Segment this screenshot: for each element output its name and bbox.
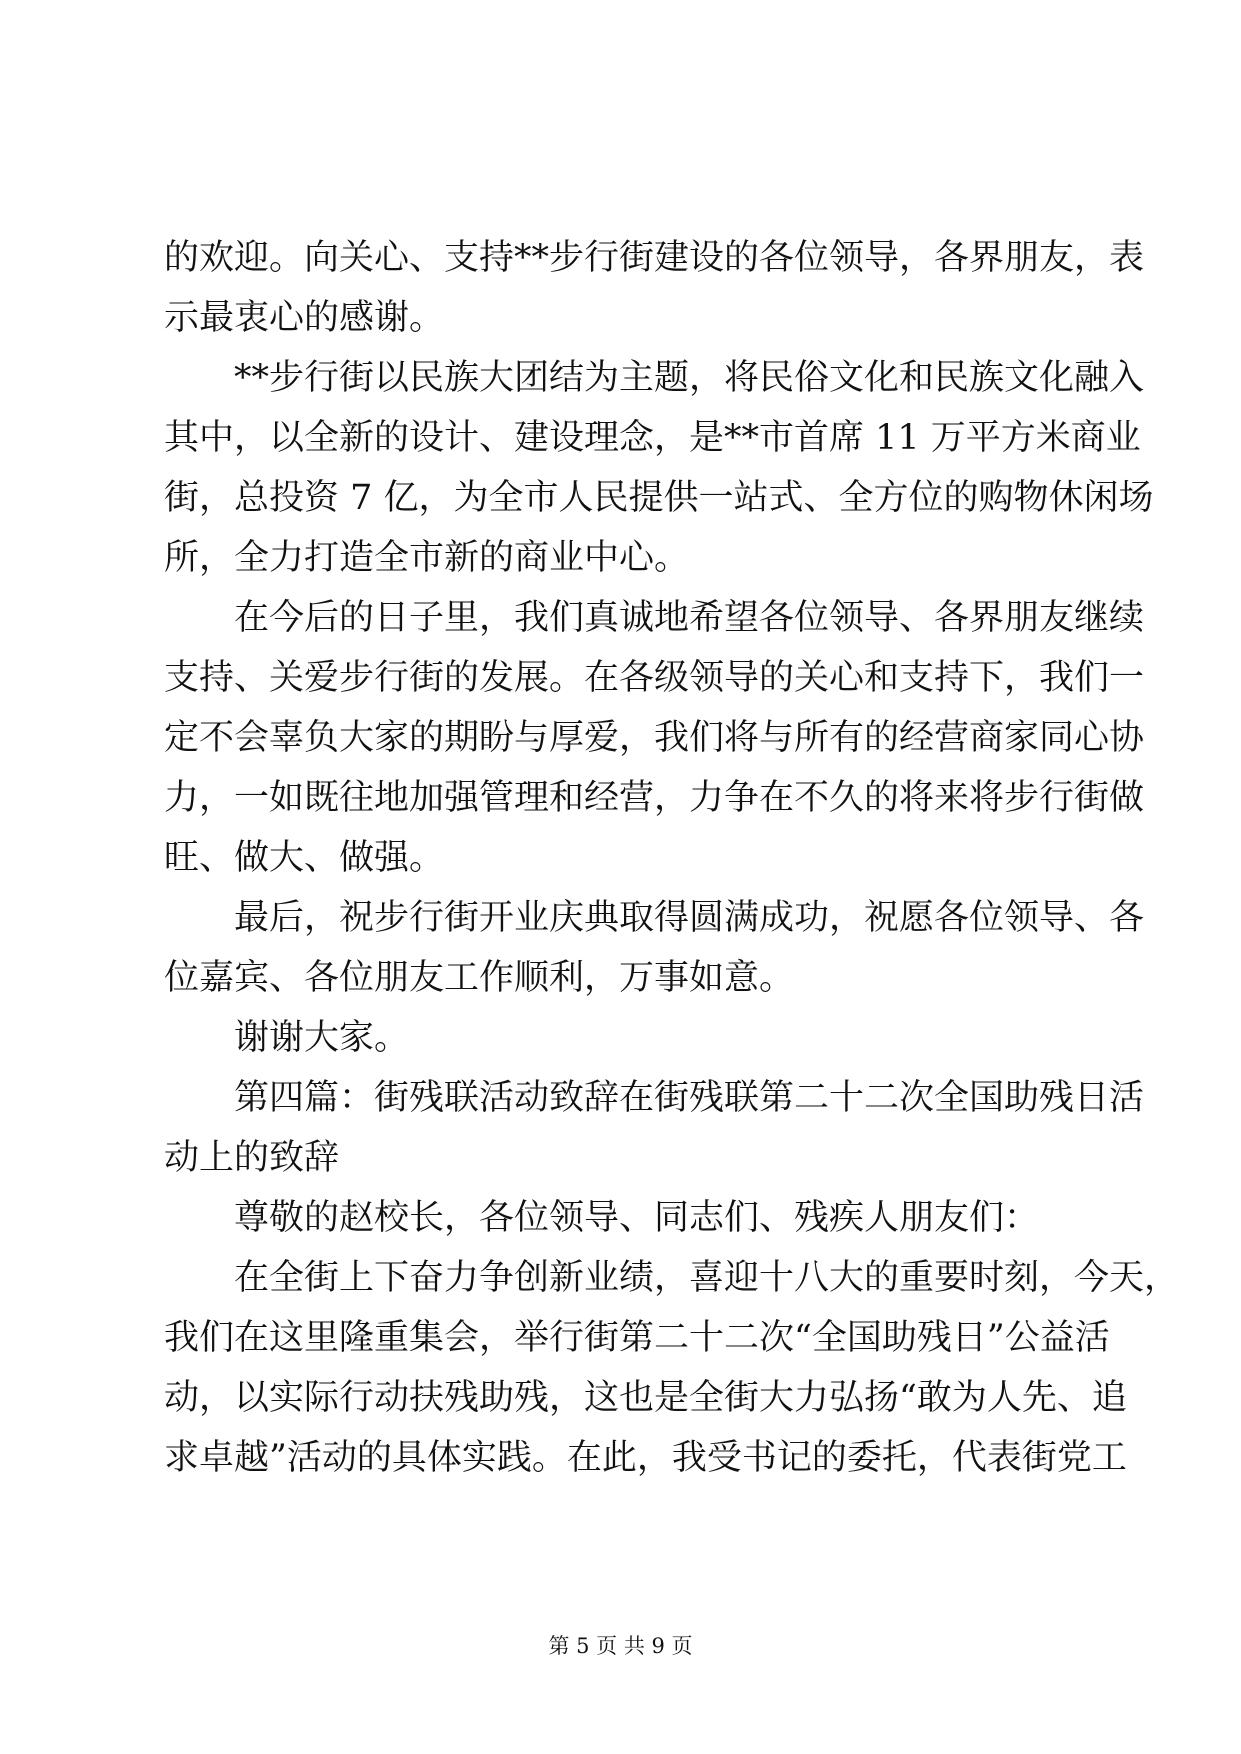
text-line: 最后，祝步行街开业庆典取得圆满成功，祝愿各位领导、各 [234,898,1145,938]
salutation: 尊敬的赵校长，各位领导、同志们、残疾人朋友们： [234,1198,1040,1238]
text-line: 街，总投资 7 亿，为全市人民提供一站式、全方位的购物休闲场 [164,478,1154,518]
text-line: 的欢迎。向关心、支持**步行街建设的各位领导，各界朋友，表 [164,238,1145,278]
section-heading: 动上的致辞 [164,1138,340,1178]
text-line: 示最衷心的感谢。 [164,298,445,338]
text-line: 谢谢大家。 [234,1018,410,1058]
text-line: 在今后的日子里，我们真诚地希望各位领导、各界朋友继续 [234,598,1145,638]
page-footer [0,1634,1241,1658]
text-line: 支持、关爱步行街的发展。在各级领导的关心和支持下，我们一 [164,658,1145,698]
section-heading: 第四篇：街残联活动致辞在街残联第二十二次全国助残日活 [234,1078,1145,1118]
text-line: 位嘉宾、各位朋友工作顺利，万事如意。 [164,958,795,998]
text-line: 动，以实际行动扶残助残，这也是全街大力弘扬“敢为人先、追 [164,1378,1127,1418]
page-number: 第 5 页 共 9 页 [548,1634,693,1658]
text-line: 定不会辜负大家的期盼与厚爱，我们将与所有的经营商家同心协 [164,718,1145,758]
text-line: 我们在这里隆重集会，举行街第二十二次“全国助残日”公益活 [164,1318,1110,1358]
document-body [164,228,1180,1488]
text-line: 旺、做大、做强。 [164,838,445,878]
text-line: 所，全力打造全市新的商业中心。 [164,538,690,578]
text-line: 在全街上下奋力争创新业绩，喜迎十八大的重要时刻，今天， [234,1258,1180,1298]
text-line: **步行街以民族大团结为主题，将民俗文化和民族文化融入 [234,358,1145,398]
text-line: 力，一如既往地加强管理和经营，力争在不久的将来将步行街做 [164,778,1145,818]
text-line: 求卓越”活动的具体实践。在此，我受书记的委托，代表街党工 [164,1438,1127,1478]
text-line: 其中，以全新的设计、建设理念，是**市首席 11 万平方米商业 [164,418,1141,458]
